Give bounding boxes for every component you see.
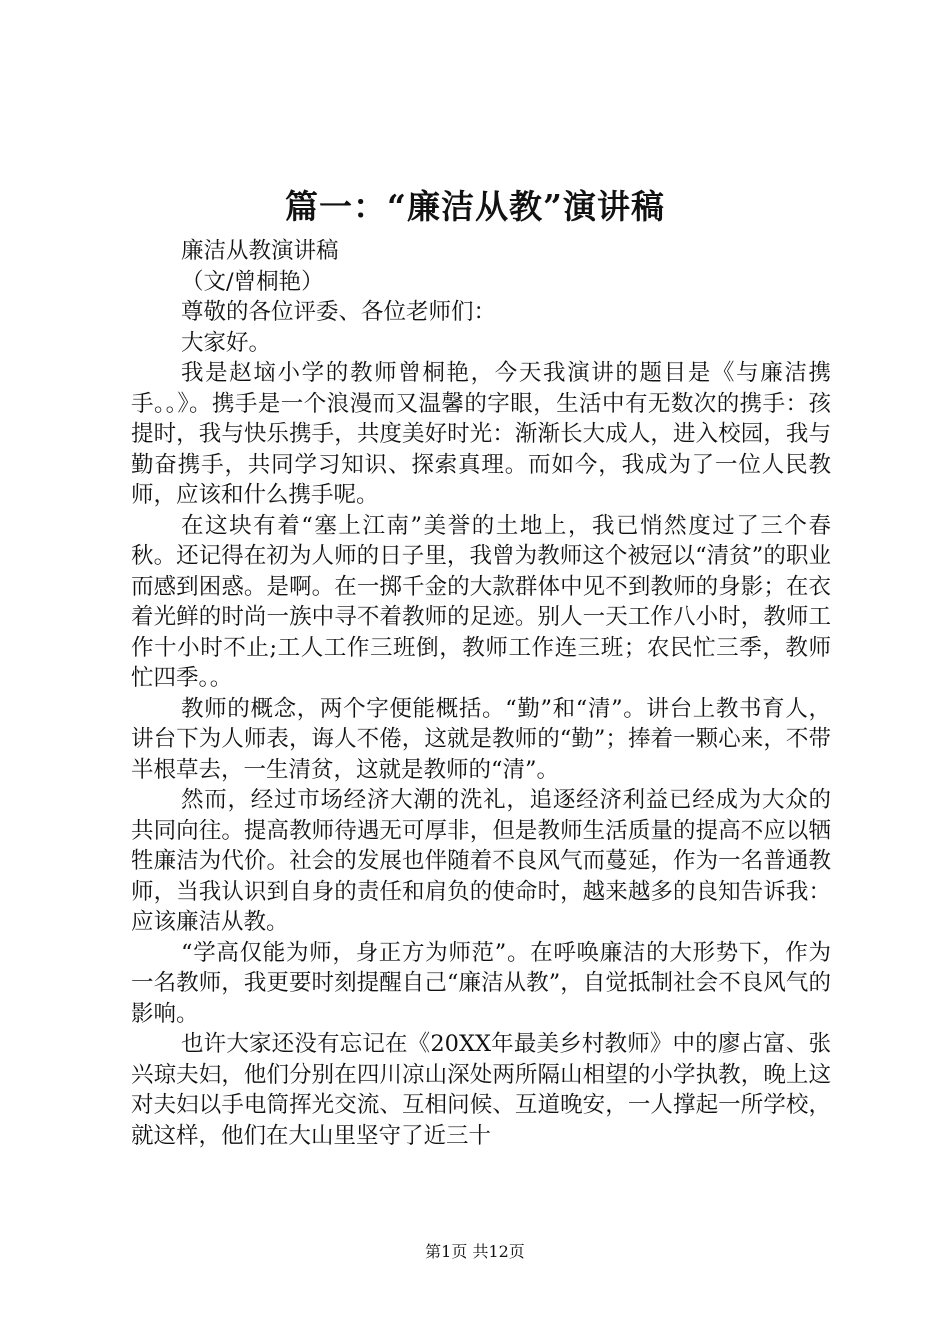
document-body <box>131 236 831 1151</box>
page-footer: 第1页 共12页 <box>425 1242 525 1261</box>
paragraph-4: 然而，经过市场经济大潮的洗礼，追逐经济利益已经成为大众的共同向往。提高教师待遇无可厚非，但是教师生活质量的提高不应以牺牲廉洁为代价。社会的发展也伴随着不良风气而蔓延，作为一名普通教师，当我认识到自身的责任和肩负的使命时，越来越多的良知告诉我：应该廉洁从教。 <box>131 787 831 935</box>
document-title: 篇一：“廉洁从教”演讲稿 <box>285 187 665 226</box>
salutation: 尊敬的各位评委、各位老师们： <box>181 299 497 325</box>
paragraph-2: 在这块有着“塞上江南”美誉的土地上，我已悄然度过了三个春秋。还记得在初为人师的日子里，我曾为教师这个被冠以“清贫”的职业而感到困惑。是啊。在一掷千金的大款群体中见不到教师的身影；在衣着光鲜的时尚一族中寻不着教师的足迹。别人一天工作八小时，教师工作十小时不止;工人工作三班倒，教师工作连三班；农民忙三季，教师忙四季。。 <box>131 512 831 691</box>
paragraph-3: 教师的概念，两个字便能概括。“勤”和“清”。讲台上教书育人，讲台下为人师表，诲人不倦，这就是教师的“勤”；捧着一颗心来，不带半根草去，一生清贫，这就是教师的“清”。 <box>131 695 831 783</box>
greeting: 大家好。 <box>181 329 272 356</box>
paragraph-6: 也许大家还没有忘记在《20XX年最美乡村教师》中的廖占富、张兴琼夫妇，他们分别在四川凉山深处两所隔山相望的小学执教，晚上这对夫妇以手电筒挥光交流、互相问候、互道晚安，一人撑起一所学校，就这样，他们在大山里坚守了近三十 <box>131 1031 831 1149</box>
paragraph-1: 我是赵垴小学的教师曾桐艳，今天我演讲的题目是《与廉洁携手。。》。携手是一个浪漫而又温馨的字眼，生活中有无数次的携手：孩提时，我与快乐携手，共度美好时光：渐渐长大成人，进入校园，我与勤奋携手，共同学习知识、探索真理。而如今，我成为了一位人民教师，应该和什么携手呢。 <box>131 360 831 508</box>
author-line: （文/曾桐艳） <box>181 268 324 295</box>
speech-heading: 廉洁从教演讲稿 <box>181 238 339 264</box>
paragraph-5: “学高仅能为师，身正方为师范”。在呼唤廉洁的大形势下，作为一名教师，我更要时刻提醒自己“廉洁从教”，自觉抵制社会不良风气的影响。 <box>131 939 831 1027</box>
